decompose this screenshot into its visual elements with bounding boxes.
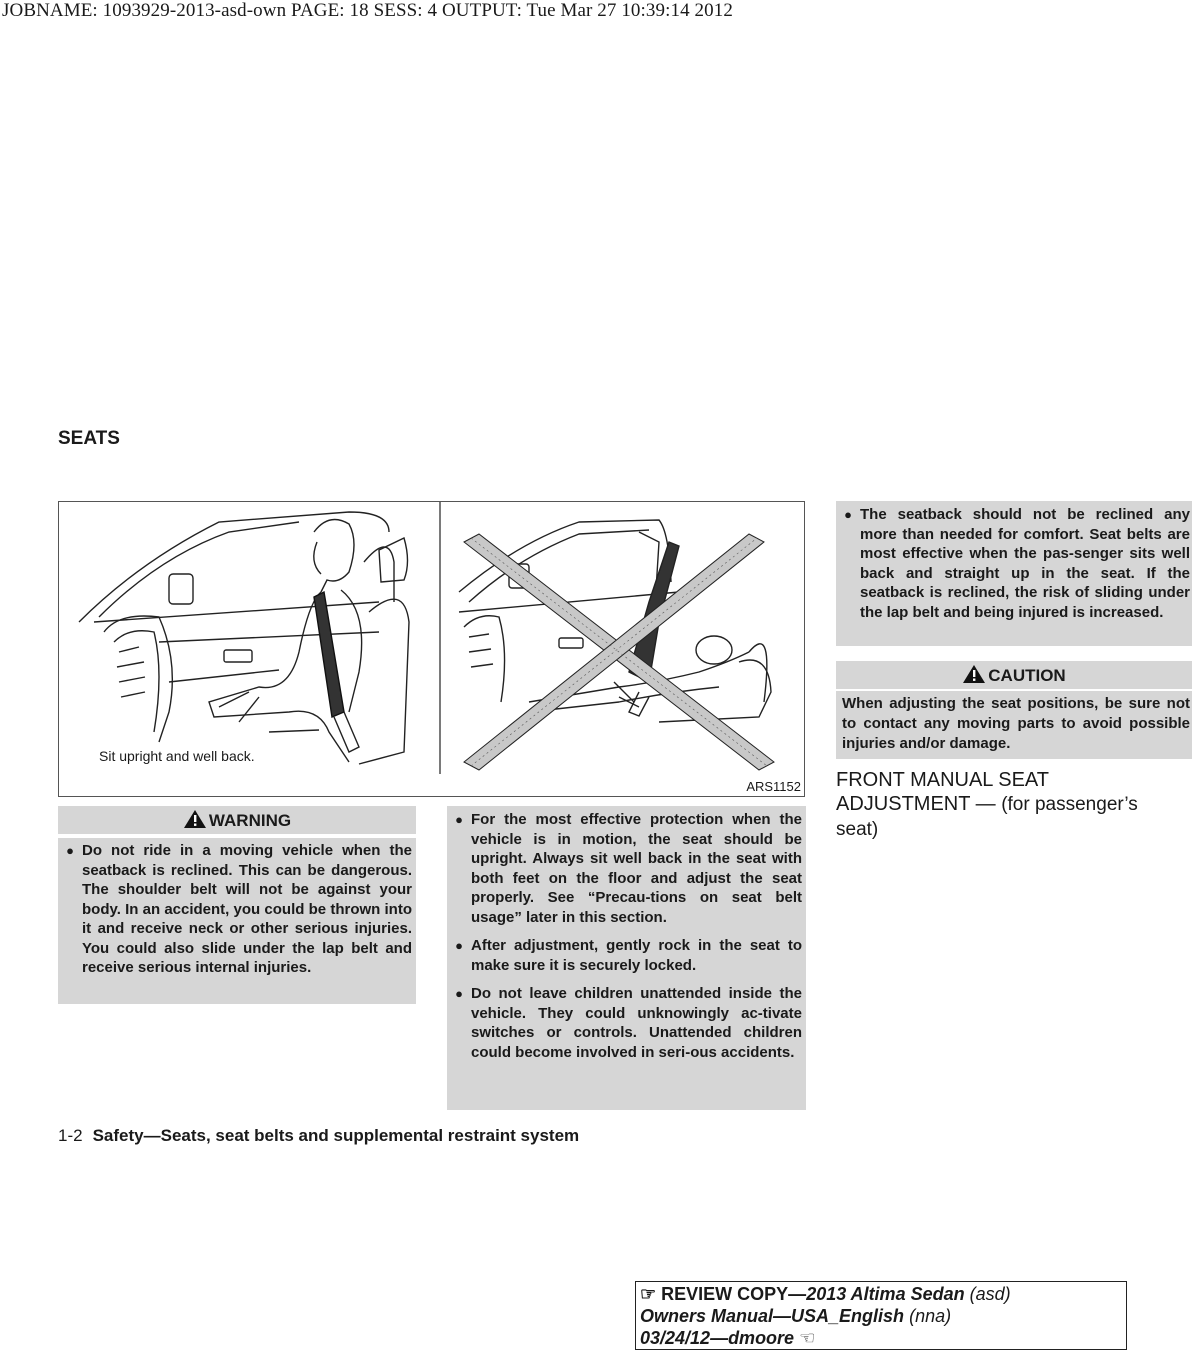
seating-illustration (58, 501, 805, 797)
section-title: SEATS (58, 428, 120, 449)
caution-triangle-icon (962, 664, 986, 684)
list-item (447, 936, 802, 975)
bullet-icon: ● (455, 812, 463, 827)
review-copy-box (635, 1281, 1127, 1350)
pointing-hand-left-icon: ☜ (799, 1328, 816, 1348)
warning-header (58, 806, 416, 834)
warning-text: Do not ride in a moving vehicle when the seatback is reclined. This can be dangerous. The shoulder belt will not be against your body. In an accident, you could be thrown into it and receive neck or other serious injuries. You could also slide under the lap belt and receive serious internal injuries. (82, 842, 412, 976)
review-line-3 (640, 1327, 1122, 1349)
bullet-icon: ● (844, 507, 852, 522)
caution-title: CAUTION (988, 666, 1066, 685)
review-line-2 (640, 1305, 1122, 1327)
list-item (58, 841, 412, 978)
warning-continued (447, 806, 806, 1110)
subsection-heading-paren: (for passenger’s seat) (836, 794, 1138, 840)
review-model-code: (asd) (969, 1284, 1011, 1304)
subsection-heading (836, 768, 1176, 842)
warning-text: The seatback should not be reclined any more than needed for comfort. Seat belts are most effective when the pas-senger sits well back and straight up in the seat. If the seatback is reclined, the risk of sliding under the lap belt and being injured is increased. (860, 506, 1190, 621)
review-line-1 (640, 1283, 1122, 1305)
job-header-line: JOBNAME: 1093929-2013-asd-own PAGE: 18 SESS: 4 OUTPUT: Tue Mar 27 10:39:14 2012 (2, 0, 733, 21)
pointing-hand-icon: ☞ (640, 1284, 657, 1304)
bullet-icon: ● (455, 938, 463, 953)
warning-triangle-icon (183, 809, 207, 829)
warning-text: After adjustment, gently rock in the seat to make sure it is securely locked. (471, 937, 802, 974)
chapter-title: Safety—Seats, seat belts and supplemental restraint system (92, 1126, 580, 1145)
list-item (836, 505, 1190, 622)
warning-body (58, 838, 416, 1004)
page-number: 1-2 (58, 1126, 83, 1145)
warning-text: Do not leave children unattended inside the vehicle. They could unknowingly ac-tivate switches or controls. Unattended children could become involved in seri-ous accidents. (471, 985, 802, 1061)
list-item (447, 984, 802, 1062)
figure-code: ARS1152 (746, 779, 801, 794)
review-date-author: 03/24/12—dmoore (640, 1328, 795, 1348)
caution-header (836, 661, 1192, 689)
warning-continued-right (836, 501, 1192, 646)
review-label: REVIEW COPY— (661, 1284, 807, 1304)
caution-text: When adjusting the seat positions, be sure not to contact any moving parts to avoid possible injuries and/or damage. (836, 691, 1192, 759)
bullet-icon: ● (66, 843, 74, 858)
figure-caption: Sit upright and well back. (99, 748, 255, 764)
warning-text: For the most effective protection when the vehicle is in motion, the seat should be upright. Always sit well back in the seat with both feet on the floor and adjust the seat properly. See “Precau-tions on seat belt usage” later in this section. (471, 811, 802, 926)
page-footer (58, 1126, 579, 1146)
subsection-heading-main: FRONT MANUAL SEAT ADJUSTMENT — (836, 769, 1049, 815)
review-manual-code: (nna) (909, 1306, 952, 1326)
list-item (447, 810, 802, 927)
review-manual: Owners Manual—USA_English (640, 1306, 905, 1326)
bullet-icon: ● (455, 986, 463, 1001)
warning-title: WARNING (208, 811, 292, 830)
review-model: 2013 Altima Sedan (806, 1284, 965, 1304)
